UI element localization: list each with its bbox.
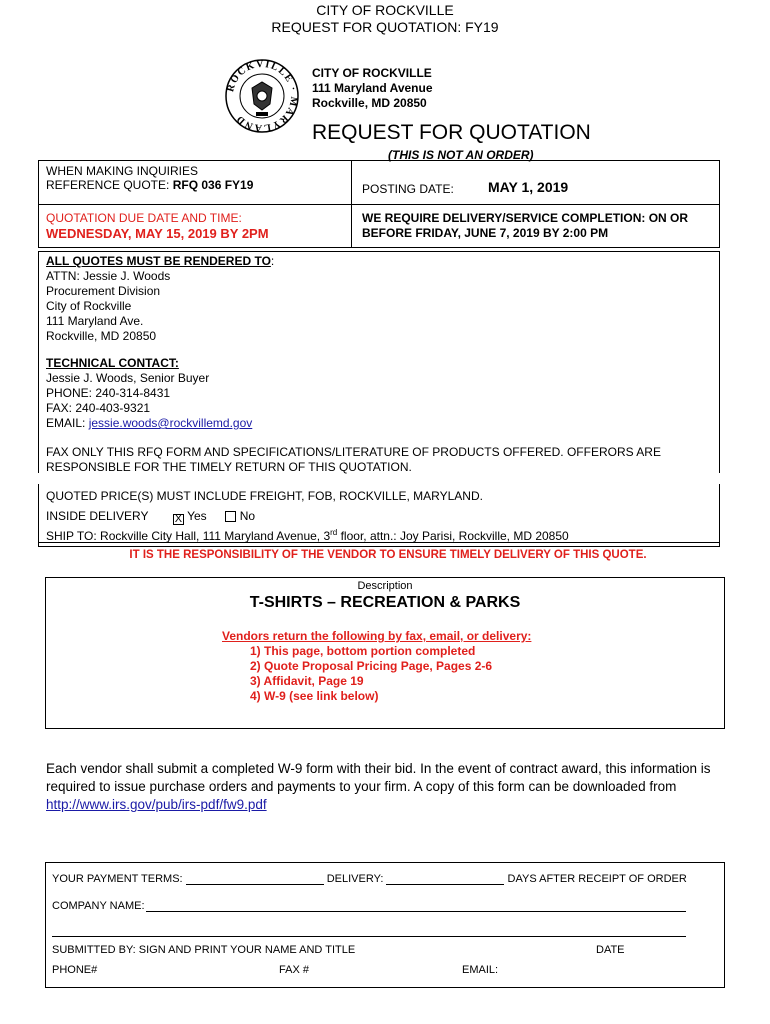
no-checkbox[interactable]: [225, 511, 236, 522]
posting-value: MAY 1, 2019: [488, 179, 569, 195]
description-label: Description: [357, 580, 413, 592]
company-label: COMPANY NAME:: [52, 900, 145, 912]
ship-to: [46, 528, 569, 543]
render-line: Procurement Division: [46, 284, 161, 298]
render-line: City of Rockville: [46, 299, 132, 313]
yes-checkbox[interactable]: X: [174, 513, 183, 525]
technical-heading: TECHNICAL CONTACT:: [46, 356, 179, 370]
freight-line: QUOTED PRICE(S) MUST INCLUDE FREIGHT, FOB, ROCKVILLE, MARYLAND.: [46, 489, 483, 503]
email-label: EMAIL:: [46, 416, 86, 430]
ship-to-text-b: floor, attn.: Joy Parisi, Rockville, MD 20850: [337, 529, 569, 543]
header-line1: CITY OF ROCKVILLE: [316, 2, 454, 18]
delivery-label: DELIVERY:: [326, 873, 384, 885]
inside-delivery-label: INSIDE DELIVERY: [46, 509, 149, 523]
vendor-item: 2) Quote Proposal Pricing Page, Pages 2-6: [250, 659, 493, 673]
posting-label: POSTING DATE:: [362, 182, 454, 196]
delivery-days-field[interactable]: [386, 872, 504, 885]
inside-delivery: [46, 509, 255, 525]
yes-label: Yes: [187, 509, 207, 523]
fax-notice-line2: RESPONSIBLE FOR THE TIMELY RETURN OF THIS QUOTATION.: [46, 460, 412, 474]
payment-terms-field[interactable]: [186, 872, 324, 885]
contact-email-link[interactable]: jessie.woods@rockvillemd.gov: [88, 416, 253, 430]
due-value: WEDNESDAY, MAY 15, 2019 BY 2PM: [46, 226, 269, 241]
inquiries-label: WHEN MAKING INQUIRIES: [46, 164, 199, 178]
description-title: T-SHIRTS – RECREATION & PARKS: [249, 594, 521, 611]
document-title: REQUEST FOR QUOTATION: [312, 121, 591, 144]
due-label: QUOTATION DUE DATE AND TIME:: [46, 211, 242, 225]
render-line: 111 Maryland Ave.: [46, 314, 144, 328]
payment-row: [52, 872, 687, 885]
no-label: No: [239, 509, 256, 523]
technical-block: [46, 356, 252, 431]
vendors-heading: Vendors return the following by fax, email, or delivery:: [222, 629, 532, 643]
reference-value: RFQ 036 FY19: [172, 178, 254, 192]
days-after-label: DAYS AFTER RECEIPT OF ORDER: [507, 873, 687, 885]
technical-line: Jessie J. Woods, Senior Buyer: [46, 371, 210, 385]
date-label: DATE: [596, 944, 625, 956]
seal-text: ROCKVILLE · MARYLAND: [225, 58, 300, 134]
phone-label: PHONE#: [52, 964, 98, 976]
w9-link[interactable]: http://www.irs.gov/pub/irs-pdf/fw9.pdf: [46, 797, 267, 812]
address-line: Rockville, MD 20850: [312, 96, 427, 110]
company-extra-line[interactable]: [52, 936, 686, 937]
fax-notice-line1: FAX ONLY THIS RFQ FORM AND SPECIFICATIONS/LITERATURE OF PRODUCTS OFFERED. OFFERORS ARE: [46, 445, 661, 459]
render-heading: ALL QUOTES MUST BE RENDERED TO: [46, 254, 271, 268]
reference-label: REFERENCE QUOTE:: [46, 178, 170, 192]
address-line: 111 Maryland Avenue: [312, 81, 433, 95]
vendor-item: 1) This page, bottom portion completed: [250, 644, 476, 658]
company-name-field[interactable]: [146, 911, 686, 912]
email-field-label: EMAIL:: [462, 964, 499, 976]
render-block: ALL QUOTES MUST BE RENDERED TO: ATTN: Jessie J. Woods Procurement Division City of Rockville 111 Maryland Ave. Rockville, MD 20850: [46, 254, 275, 343]
vendor-item: 4) W-9 (see link below): [250, 689, 379, 703]
city-address: [312, 66, 433, 111]
delivery-requirement: [362, 211, 688, 241]
header-title: [0, 2, 770, 36]
ship-to-sup: rd: [330, 528, 338, 537]
ship-to-text: SHIP TO: Rockville City Hall, 111 Maryland Avenue, 3: [46, 529, 331, 543]
technical-line: PHONE: 240-314-8431: [46, 386, 171, 400]
address-line: CITY OF ROCKVILLE: [312, 66, 432, 80]
render-line: ATTN: Jessie J. Woods: [46, 269, 171, 283]
w9-line2: required to issue purchase orders and payments to your firm. A copy of this form can be downloaded from: [46, 779, 677, 794]
delivery-line1: WE REQUIRE DELIVERY/SERVICE COMPLETION: ON OR: [362, 211, 689, 225]
vendor-item: 3) Affidavit, Page 19: [250, 674, 364, 688]
document-subtitle: (THIS IS NOT AN ORDER): [388, 148, 534, 162]
submitted-label: SUBMITTED BY: SIGN AND PRINT YOUR NAME AND TITLE: [52, 944, 356, 956]
header-line2: REQUEST FOR QUOTATION: FY19: [271, 19, 499, 35]
city-seal: [224, 58, 300, 134]
payment-terms-label: YOUR PAYMENT TERMS:: [52, 873, 183, 885]
vendor-instructions: [222, 629, 531, 704]
responsibility-notice: IT IS THE RESPONSIBILITY OF THE VENDOR TO ENSURE TIMELY DELIVERY OF THIS QUOTE.: [129, 549, 647, 561]
w9-paragraph: [46, 760, 711, 814]
technical-line: FAX: 240-403-9321: [46, 401, 151, 415]
w9-line1: Each vendor shall submit a completed W-9 form with their bid. In the event of contract award, this information is: [46, 761, 711, 776]
fax-notice: [46, 445, 661, 475]
fax-label: FAX #: [279, 964, 309, 976]
delivery-line2: BEFORE FRIDAY, JUNE 7, 2019 BY 2:00 PM: [362, 226, 609, 240]
inquiries-block: [46, 164, 253, 192]
render-line: Rockville, MD 20850: [46, 329, 157, 343]
